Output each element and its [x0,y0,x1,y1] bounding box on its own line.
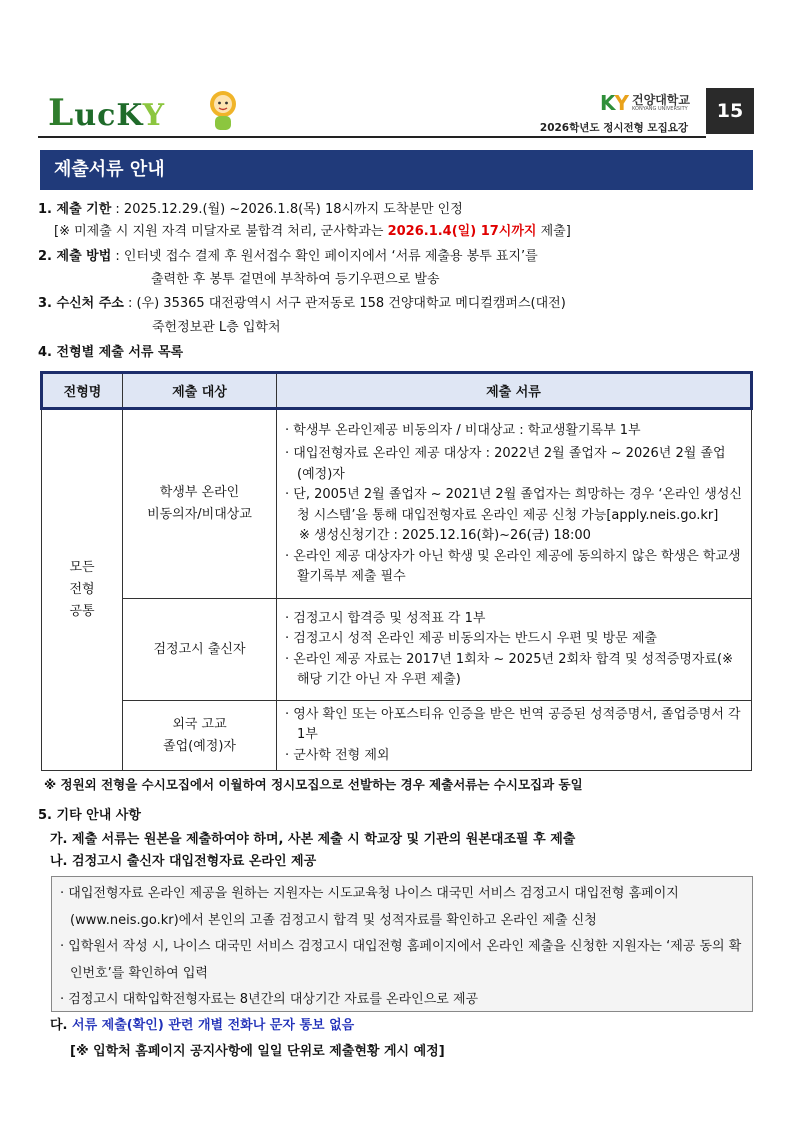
item-address-line2: 죽헌정보관 L층 입학처 [152,320,281,335]
lucky-logo: LucKY [48,92,166,134]
university-mark: KY [600,91,629,115]
page-number: 15 [706,88,754,134]
table-row [42,701,752,771]
list-item: · 온라인 제공 자료는 2017년 1회차 ~ 2025년 2회차 합격 및 성적증명자료(※ 해당 기간 아닌 자 우편 제출) [285,651,733,687]
item-other-info: 5. 기타 안내 사항 [38,808,141,823]
table-note: ※ 정원외 전형을 수시모집에서 이월하여 정시모집으로 선발하는 경우 제출서류는 수시모집과 동일 [44,777,583,792]
guide-title: 2026학년도 정시전형 모집요강 [539,122,688,134]
list-item: · 단, 2005년 2월 졸업자 ~ 2021년 2월 졸업자는 희망하는 경우 ‘온라인 생성신청 시스템’을 통해 대입전형자료 온라인 제공 신청 가능[apply.neis.go.kr] [285,487,742,523]
list-item: · 영사 확인 또는 아포스티유 인증을 받은 번역 공증된 성적증명서, 졸업증명서 각 1부 [285,706,741,743]
page-header [38,88,754,138]
info-da-note: [※ 입학처 홈페이지 공지사항에 일일 단위로 제출현황 게시 예정] [70,1044,445,1059]
item-label: 1. 제출 기한 [38,202,112,217]
list-item: · 군사학 전형 제외 [285,747,390,763]
mascot-icon [203,90,243,132]
column-header: 제출 서류 [277,373,752,409]
list-item: · 검정고시 대학입학전형자료는 8년간의 대상기간 자료를 온라인으로 제공 [60,992,479,1007]
target-cell: 검정고시 출신자 [123,599,277,701]
deadline-note: [※ 미제출 시 지원 자격 미달자로 불합격 처리, 군사학과는 2026.1.4(일) 17시까지 제출] [54,224,571,239]
item-method: 2. 제출 방법 : 인터넷 접수 결제 후 원서접수 확인 페이지에서 ‘서류 제출용 봉투 표지’를 [38,249,538,264]
documents-table [40,371,753,771]
target-cell: 외국 고교 졸업(예정)자 [123,701,277,771]
ged-info-box [51,876,753,1012]
list-item: · 온라인 제공 대상자가 아닌 학생 및 온라인 제공에 동의하지 않은 학생은 학교생활기록부 제출 필수 [285,548,741,584]
column-header: 제출 대상 [123,373,277,409]
item-label: 3. 수신처 주소 [38,296,124,311]
item-text: : 2025.12.29.(월) ~2026.1.8(목) 18시까지 도착분만 인정 [111,202,463,217]
info-ga: 가. 제출 서류는 원본을 제출하여야 하며, 사본 제출 시 학교장 및 기관의 원본대조필 후 제출 [50,832,576,847]
military-deadline: 2026.1.4(일) 17시까지 [387,224,537,239]
info-da: 다. 서류 제출(확인) 관련 개별 전화나 문자 통보 없음 [50,1018,355,1033]
item-method-line2: 출력한 후 봉투 겉면에 부착하여 등기우편으로 발송 [151,272,440,287]
column-header: 전형명 [42,373,123,409]
type-cell: 모든 전형 공통 [42,409,123,771]
item-label: 2. 제출 방법 [38,249,112,264]
table-row [42,599,752,701]
list-item: · 학생부 온라인제공 비동의자 / 비대상교 : 학교생활기록부 1부 [285,422,641,438]
item-deadline [38,200,463,220]
item-doc-list: 4. 전형별 제출 서류 목록 [38,345,184,360]
list-item: · 검정고시 합격증 및 성적표 각 1부 [285,610,486,626]
docs-cell [277,599,752,701]
university-name-en: KONYANG UNIVERSITY [632,106,688,112]
list-item: ※ 생성신청기간 : 2025.12.16(화)~26(금) 18:00 [299,528,591,543]
university-name: 건양대학교 [632,93,690,107]
list-item: · 대입전형자료 온라인 제공을 원하는 지원자는 시도교육청 나이스 대국민 서비스 검정고시 대입전형 홈페이지(www.neis.go.kr)에서 본인의 고졸 검정고시 합격 및 성적자료를 확인하고 온라인 제출 신청 [60,886,679,928]
docs-cell [277,409,752,599]
university-logo [600,92,690,114]
list-item: · 검정고시 성적 온라인 제공 비동의자는 반드시 우편 및 방문 제출 [285,631,657,646]
table-row [42,409,752,599]
docs-cell [277,701,752,771]
list-item: · 입학원서 작성 시, 나이스 대국민 서비스 검정고시 대입전형 홈페이지에서 온라인 제출을 신청한 지원자는 ‘제공 동의 확인번호’를 확인하여 입력 [60,939,742,981]
info-na: 나. 검정고시 출신자 대입전형자료 온라인 제공 [50,854,317,869]
list-item: · 대입전형자료 온라인 제공 대상자 : 2022년 2월 졸업자 ~ 2026년 2월 졸업(예정)자 [285,446,726,482]
header-divider [38,136,706,138]
no-notification-text: 서류 제출(확인) 관련 개별 전화나 문자 통보 없음 [72,1018,355,1033]
section-title: 제출서류 안내 [40,150,753,190]
item-address: 3. 수신처 주소 : (우) 35365 대전광역시 서구 관저동로 158 건양대학교 메디컬캠퍼스(대전) [38,296,566,311]
target-cell: 학생부 온라인 비동의자/비대상교 [123,409,277,599]
